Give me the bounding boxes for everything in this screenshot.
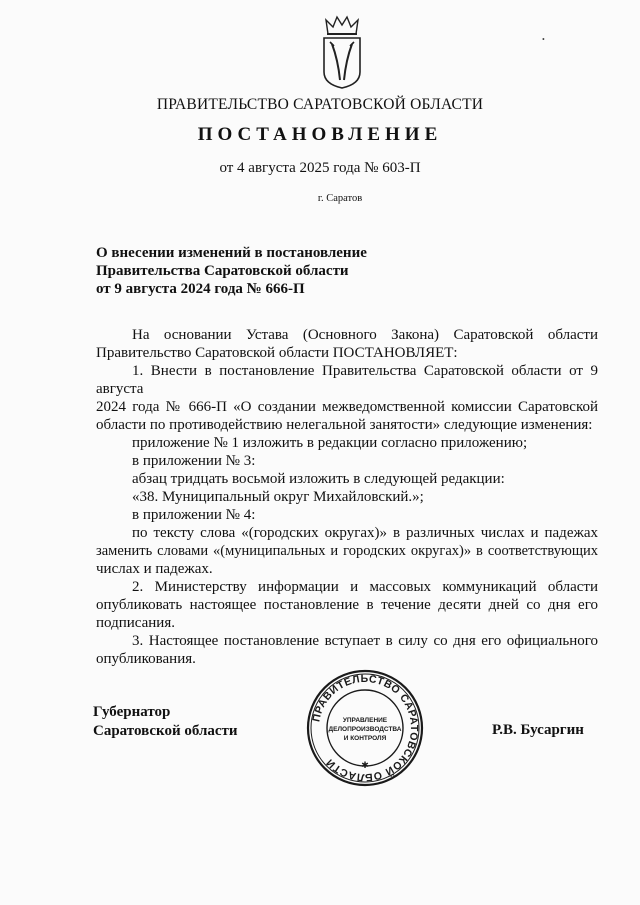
seal-star-icon: ✱: [361, 761, 369, 771]
body-line: приложение № 1 изложить в редакции согласно приложению;: [132, 435, 528, 451]
body-line: Правительство Саратовской области ПОСТАНОВЛЯЕТ:: [96, 345, 458, 361]
document-type: ПОСТАНОВЛЕНИЕ: [197, 124, 443, 145]
body-line: На основании Устава (Основного Закона) Саратовской области: [132, 327, 598, 343]
coat-of-arms-emblem: [318, 14, 366, 90]
position-line: Губернатор: [93, 704, 171, 720]
signatory-position: [93, 703, 238, 741]
subject-line: от 9 августа 2024 года № 666-П: [96, 281, 305, 297]
seal-center-line: ДЕЛОПРОИЗВОДСТВА: [328, 726, 402, 733]
body-line: 2. Министерству информации и массовых коммуникаций области: [132, 579, 598, 595]
body-line: опубликования.: [96, 651, 196, 667]
seal-center-line: УПРАВЛЕНИЕ: [342, 717, 388, 724]
body-line: «38. Муниципальный округ Михайловский.»;: [132, 489, 424, 505]
body-line: в приложении № 3:: [132, 453, 256, 469]
body-line: по тексту слова «(городских округах)» в различных числах и падежах: [132, 525, 598, 541]
seal-center-line: И КОНТРОЛЯ: [343, 735, 387, 742]
body-line: опубликовать настоящее постановление в течение десяти дней со дня его: [96, 597, 598, 613]
scan-mark: •: [542, 35, 545, 44]
body-line: абзац тридцать восьмой изложить в следующей редакции:: [132, 471, 505, 487]
position-line: Саратовской области: [93, 723, 238, 739]
date-number: от 4 августа 2025 года № 603-П: [219, 160, 421, 176]
body-line: числах и падежах.: [96, 561, 213, 577]
body-line: области по противодействию нелегальной занятости» следующие изменения:: [96, 417, 593, 433]
subject-line: О внесении изменений в постановление: [96, 245, 367, 261]
government-name: ПРАВИТЕЛЬСТВО САРАТОВСКОЙ ОБЛАСТИ: [156, 96, 484, 113]
body-line: заменить словами «(муниципальных и городских округах)» в соответствующих: [96, 543, 598, 559]
body-line: 2024 года № 666-П «О создании межведомственной комиссии Саратовской: [96, 399, 598, 415]
subject-line: Правительства Саратовской области: [96, 263, 349, 279]
seal-ring-text: ПРАВИТЕЛЬСТВО САРАТОВСКОЙ ОБЛАСТИ: [310, 672, 421, 784]
document-body: [96, 326, 598, 668]
body-line: 1. Внести в постановление Правительства Саратовской области от 9 августа: [96, 363, 598, 397]
city: г. Саратов: [317, 193, 363, 204]
signatory-name: Р.В. Бусаргин: [492, 722, 584, 738]
body-line: подписания.: [96, 615, 175, 631]
official-seal: [305, 668, 425, 788]
body-line: 3. Настоящее постановление вступает в силу со дня его официального: [132, 633, 598, 649]
document-subject: [96, 244, 367, 298]
body-line: в приложении № 4:: [132, 507, 256, 523]
